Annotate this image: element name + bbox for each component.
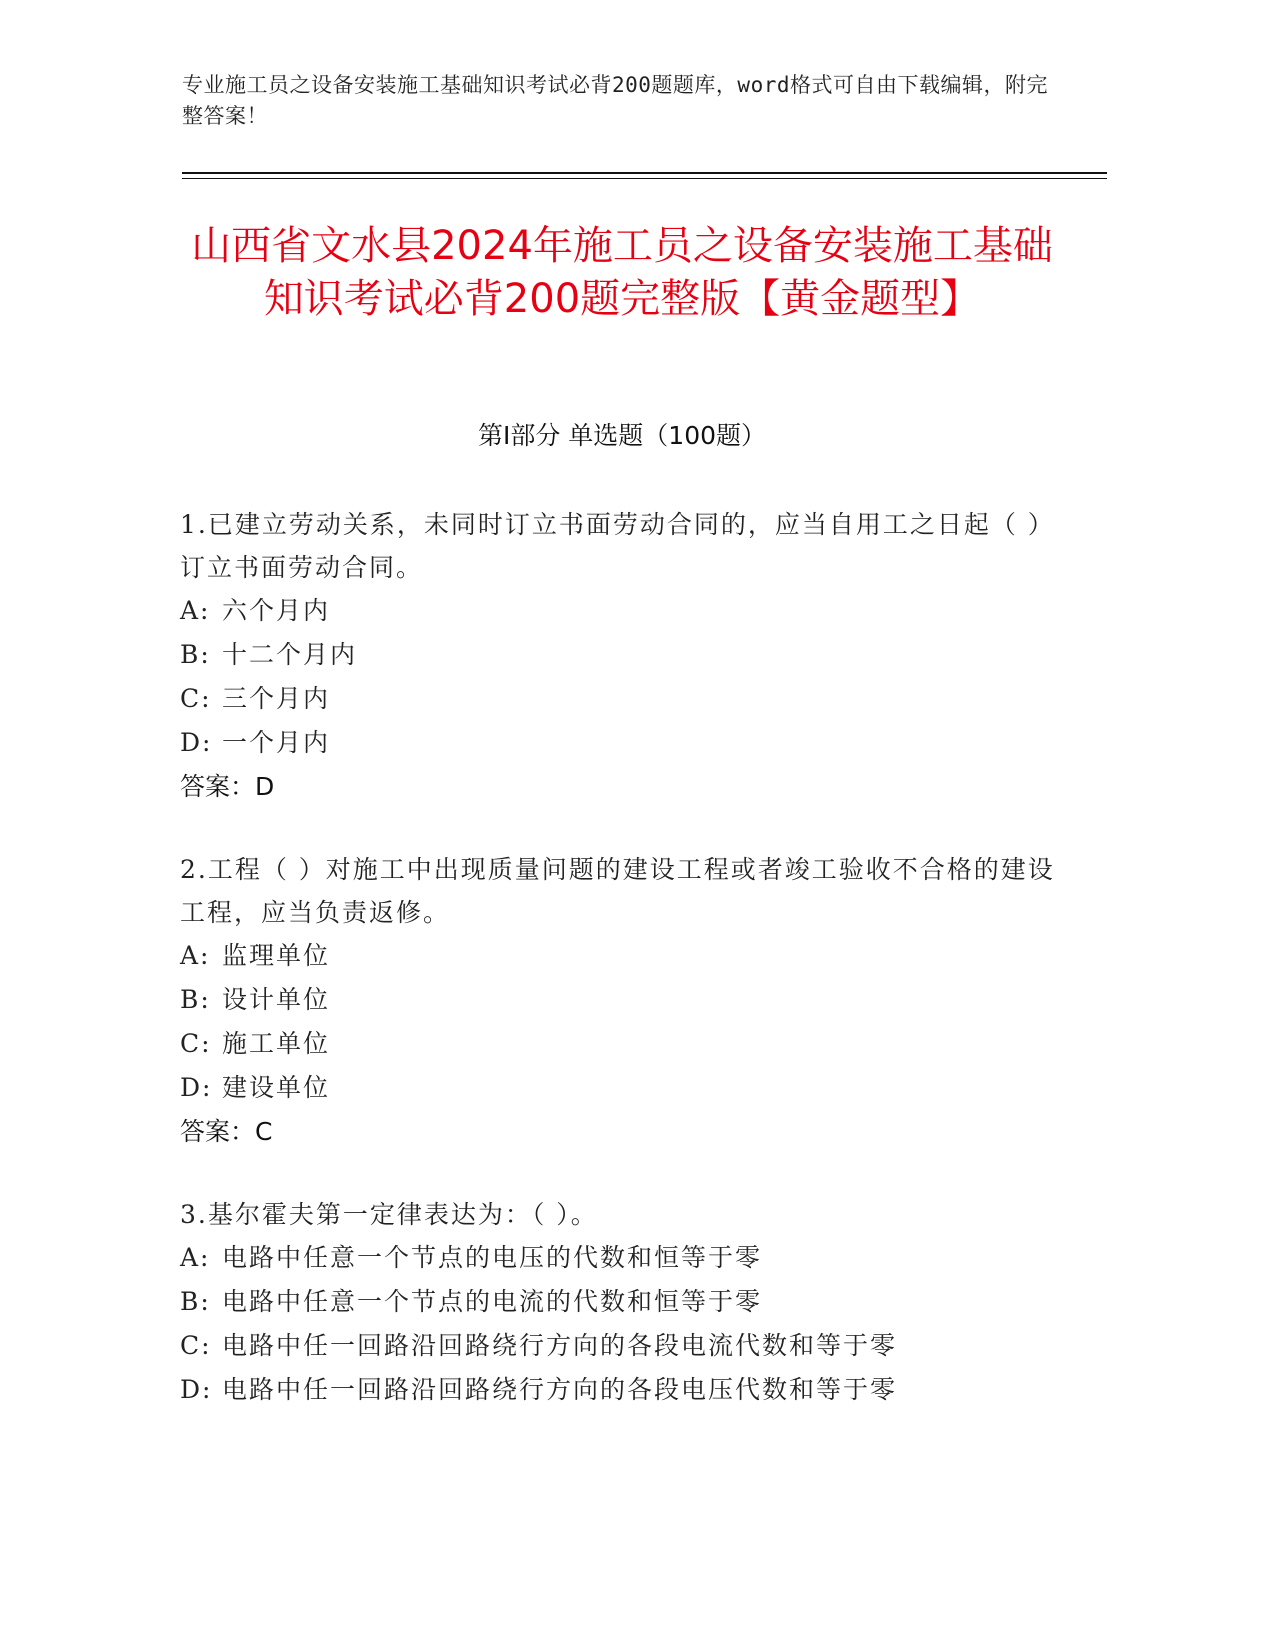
option-text: 电路中任一回路沿回路绕行方向的各段电流代数和等于零 — [222, 1331, 898, 1360]
option-letter: B: — [180, 985, 211, 1014]
option-text: 三个月内 — [222, 684, 331, 713]
question-stem: 3.基尔霍夫第一定律表达为：（ ）。 — [180, 1200, 598, 1229]
header-divider-thick — [182, 172, 1107, 174]
option-text: 十二个月内 — [222, 640, 358, 669]
option-b — [180, 1280, 1060, 1324]
answer-line: 答案：C — [180, 1117, 273, 1146]
question-list — [180, 503, 1060, 1452]
option-letter: C: — [180, 1331, 212, 1360]
option-letter: D: — [180, 728, 213, 757]
option-b — [180, 978, 1060, 1022]
option-letter: D: — [180, 1375, 213, 1404]
option-letter: C: — [180, 684, 212, 713]
option-text: 设计单位 — [222, 985, 331, 1014]
option-d — [180, 1066, 1060, 1110]
option-text: 六个月内 — [222, 596, 331, 625]
option-letter: C: — [180, 1029, 212, 1058]
question-item — [180, 503, 1060, 808]
document-title: 山西省文水县2024年施工员之设备安装施工基础知识考试必背200题完整版【黄金题型】 — [191, 223, 1053, 322]
header-note: 专业施工员之设备安装施工基础知识考试必背200题题库，word格式可自由下载编辑，附完整答案！ — [182, 73, 1048, 128]
header-divider-thin — [182, 178, 1107, 179]
option-text: 电路中任意一个节点的电压的代数和恒等于零 — [222, 1243, 763, 1272]
option-text: 施工单位 — [222, 1029, 331, 1058]
question-stem: 2.工程（ ）对施工中出现质量问题的建设工程或者竣工验收不合格的建设工程，应当负责返修。 — [180, 855, 1055, 927]
question-item — [180, 1193, 1060, 1412]
option-text: 建设单位 — [222, 1073, 331, 1102]
option-c — [180, 677, 1060, 721]
option-c — [180, 1324, 1060, 1368]
option-b — [180, 633, 1060, 677]
option-letter: A: — [180, 596, 211, 625]
option-letter: B: — [180, 640, 211, 669]
option-text: 监理单位 — [222, 941, 331, 970]
option-letter: A: — [180, 1243, 211, 1272]
option-letter: B: — [180, 1287, 211, 1316]
option-letter: A: — [180, 941, 211, 970]
answer-line: 答案：D — [180, 772, 275, 801]
option-a — [180, 589, 1060, 633]
option-d — [180, 1368, 1060, 1412]
option-d — [180, 721, 1060, 765]
section-heading: 第Ⅰ部分 单选题（100题） — [477, 421, 767, 450]
option-letter: D: — [180, 1073, 213, 1102]
option-c — [180, 1022, 1060, 1066]
option-text: 电路中任意一个节点的电流的代数和恒等于零 — [222, 1287, 763, 1316]
option-text: 一个月内 — [222, 728, 331, 757]
question-stem: 1.已建立劳动关系，未同时订立书面劳动合同的，应当自用工之日起（ ）订立书面劳动合同。 — [180, 510, 1055, 582]
option-text: 电路中任一回路沿回路绕行方向的各段电压代数和等于零 — [222, 1375, 898, 1404]
option-a — [180, 1236, 1060, 1280]
option-a — [180, 934, 1060, 978]
question-item — [180, 848, 1060, 1153]
